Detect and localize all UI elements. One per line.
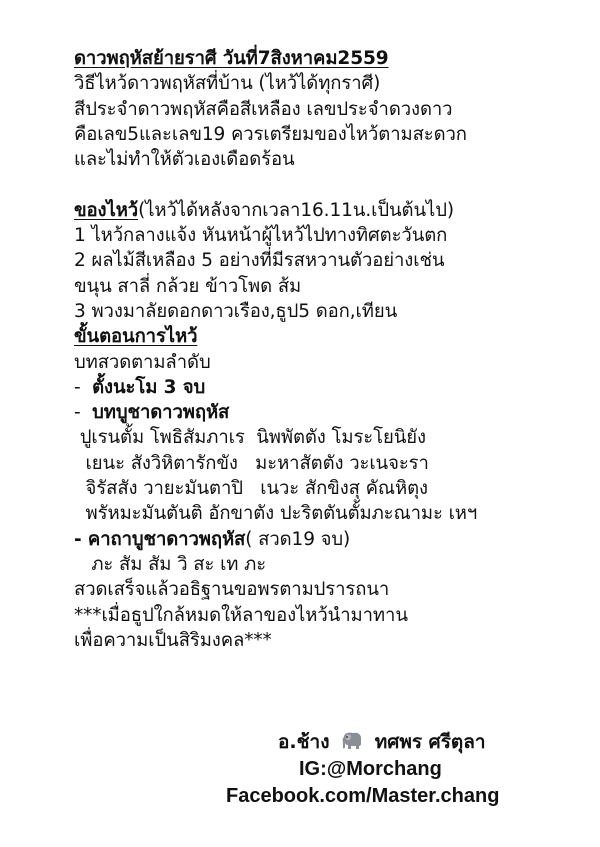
offerings-header [74,198,586,223]
step-1 [74,375,586,400]
offering-item-2: 2 ผลไม้สีเหลือง 5 อย่างที่มีรสหวานตัวอย่างเช่น [74,250,445,272]
steps-heading: ขั้นตอนการไหว้ [74,326,198,348]
chant-line-2: เยนะ สังวิหิตารักขัง มะหาสัตตัง วะเนจะรา [74,452,429,474]
offerings-note: (ไหว้ได้หลังจากเวลา16.11น.เป็นต้นไป) [138,199,454,221]
chant-line-4: พรัหมะมันตันติ อักขาตัง ปะริตตันตั้มภะณามะ เหฯ [74,503,478,525]
facebook-link: Facebook.com/Master.chang [226,785,500,807]
spacer [74,172,586,197]
step-3-note: ( สวด19 จบ) [245,528,351,550]
document-heading: ดาวพฤหัสย้ายราศี วันที่7สิงหาคม2559 [74,48,389,69]
step-2 [74,400,586,425]
step-2-bullet: - [74,402,93,424]
intro-line-3: คือเลข5และเลข19 ควรเตรียมของไหว้ตามสะดวก [74,123,467,145]
steps-intro: บทสวดตามลำดับ [74,351,211,373]
step-3 [74,527,586,552]
author-name-suffix: ทศพร ศรีตุลา [374,731,486,753]
step-3-text: คาถาบูชาดาวพฤหัส [87,528,246,550]
chant-line-3: จิรัสสัง วายะมันตาปิ เนวะ สักขิงสุ คัณหิตุง [74,478,428,500]
step-2-text: บทบูชาดาวพฤหัส [92,402,230,424]
author-name [278,729,486,755]
step-3-bullet: - [74,528,88,550]
offering-item-2-continued: ขนุน สาลี่ กล้วย ข้าวโพด ส้ม [74,275,302,297]
instagram-handle: IG:@Morchang [299,758,442,780]
chant-line-1: ปูเรนตั้ม โพธิสัมภาเร นิพพัตตัง โมระโยนิยัง [74,427,426,449]
offering-item-3: 3 พวงมาลัยดอกดาวเรือง,ธูป5 ดอก,เทียน [74,300,398,322]
offerings-label: ของไหว้ [74,199,139,221]
step-1-text: ตั้งนะโม 3 จบ [92,376,206,398]
offering-item-1: 1 ไหว้กลางแจ้ง หันหน้าผู้ไหว้ไปทางทิศตะวันตก [74,225,448,247]
closing-line-3: เพื่อความเป็นสิริมงคล*** [74,629,272,651]
author-name-prefix: อ.ช้าง [278,731,330,753]
elephant-icon [340,731,364,751]
intro-line-1: วิธีไหว้ดาวพฤหัสที่บ้าน (ไหว้ได้ทุกราศี) [74,73,381,95]
short-chant: ภะ สัม สัม วิ สะ เท ภะ [74,553,267,575]
step-1-bullet: - [74,376,93,398]
intro-line-2: สีประจำดาวพฤหัสคือสีเหลือง เลขประจำดวงดาว [74,98,453,120]
intro-line-4: และไม่ทำให้ตัวเองเดือดร้อน [74,149,295,171]
closing-line-2: ***เมื่อธูปใกล้หมดให้ลาของไหว้นำมาทาน [74,604,408,626]
document-body [74,46,586,653]
closing-line-1: สวดเสร็จแล้วอธิฐานขอพรตามปรารถนา [74,579,390,601]
